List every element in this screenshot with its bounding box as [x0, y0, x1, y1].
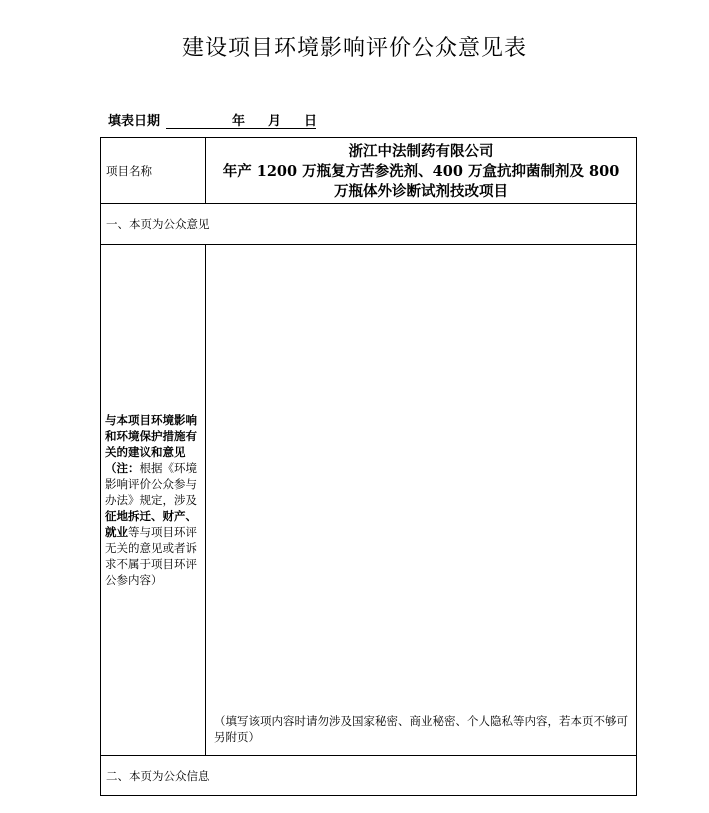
- opinion-label: [101, 245, 206, 755]
- section1-row: [101, 204, 636, 245]
- fill-date-month: 月: [268, 114, 282, 129]
- opinion-label-note-text: 根据《环境影响评价公众参与办法》规定，涉及: [105, 461, 197, 507]
- project-name-value: [206, 138, 636, 203]
- opinion-label-note-start: （注：: [105, 461, 140, 475]
- opinion-label-main: 与本项目环境影响和环境保护措施有关的建议和意见: [105, 413, 197, 459]
- opinion-label-note-emphasis: 征地拆迁、财产、就业: [105, 509, 197, 539]
- opinion-input-area[interactable]: [206, 245, 636, 755]
- fill-date-year: 年: [232, 114, 246, 129]
- opinion-note: （填写该项内容时请勿涉及国家秘密、商业秘密、个人隐私等内容，若本页不够可另附页）: [214, 714, 628, 744]
- project-name-row: [101, 138, 636, 204]
- section1-title: 一、本页为公众意见: [106, 217, 210, 231]
- project-name-label: 项目名称: [101, 138, 206, 203]
- fill-date-day: 日: [304, 114, 318, 129]
- fill-date-label: 填表日期: [108, 114, 161, 129]
- opinion-row: [101, 245, 636, 756]
- project-title-line1: 年产 1200 万瓶复方苦参洗剂、400 万盒抗抑菌制剂及 800: [222, 163, 620, 180]
- section2-row: [101, 756, 636, 795]
- section2-title: 二、本页为公众信息: [106, 768, 210, 783]
- company-name: 浙江中法制药有限公司: [348, 143, 494, 160]
- opinion-label-note-end: 等与项目环评无关的意见或者诉求不属于项目环评公参内容）: [105, 525, 197, 587]
- fill-date-line: [108, 110, 316, 129]
- document-title: 建设项目环境影响评价公众意见表: [181, 36, 527, 61]
- opinion-form-table: [100, 137, 637, 796]
- project-title-line2: 万瓶体外诊断试剂技改项目: [334, 183, 508, 200]
- fill-date-blank[interactable]: [166, 114, 316, 129]
